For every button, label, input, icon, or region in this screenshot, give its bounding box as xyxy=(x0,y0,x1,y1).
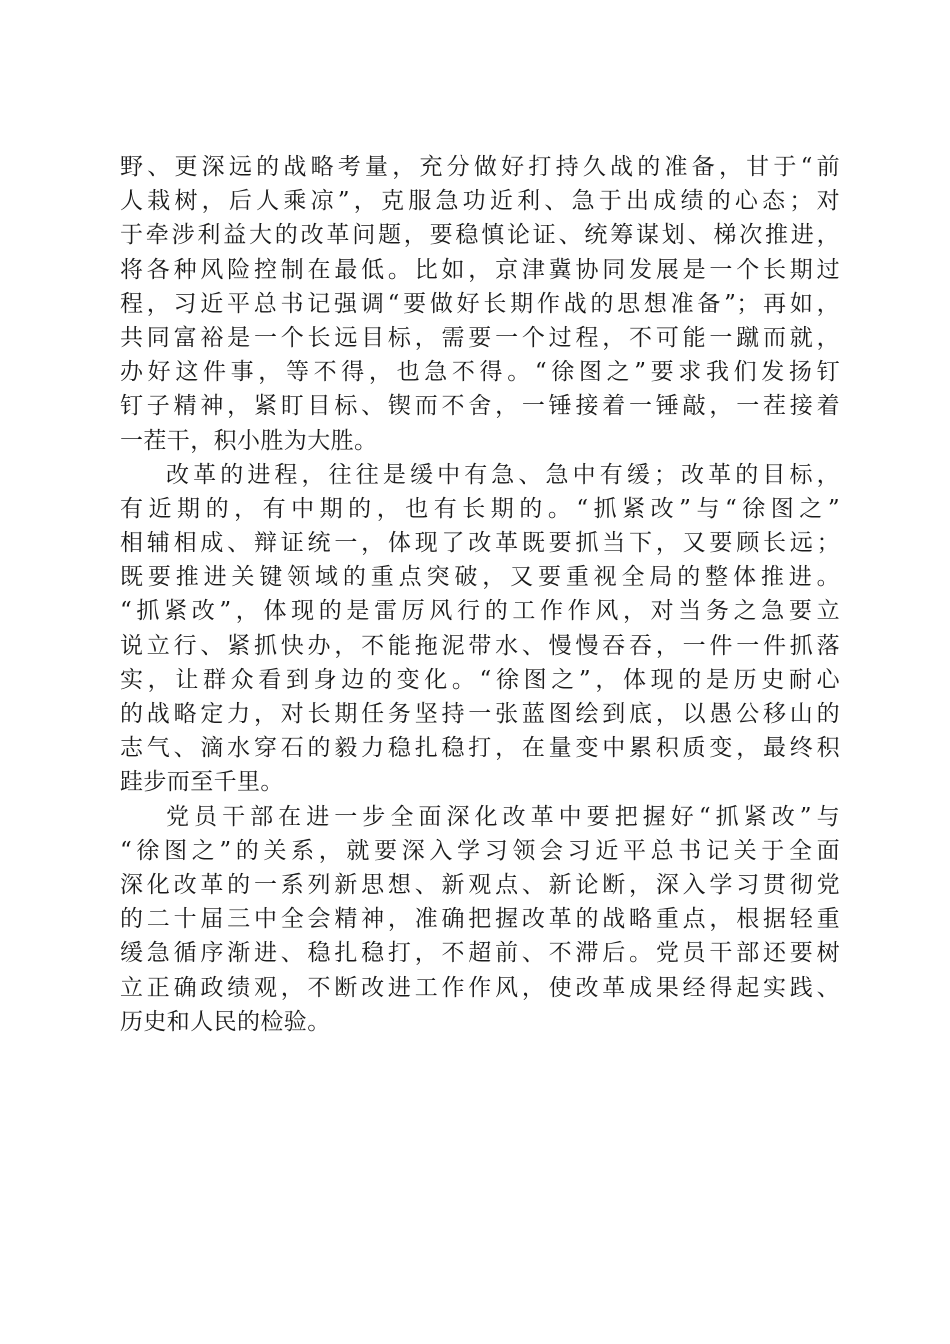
text-line: 历史和人民的检验。 xyxy=(120,1008,331,1035)
text-line: 钉子精神，紧盯目标、锲而不舍，一锤接着一锤敲，一茬接着 xyxy=(120,393,840,420)
text-line: 程，习近平总书记强调“要做好长期作战的思想准备”；再如， xyxy=(120,290,840,317)
text-line: 跬步而至千里。 xyxy=(120,769,284,796)
text-line: 缓急循序渐进、稳扎稳打，不超前、不滞后。党员干部还要树 xyxy=(120,940,840,967)
text-line: 办好这件事，等不得，也急不得。“徐图之”要求我们发扬钉 xyxy=(120,359,840,386)
text-line: 人栽树，后人乘凉”，克服急功近利、急于出成绩的心态；对 xyxy=(120,188,840,215)
text-line: 志气、滴水穿石的毅力稳扎稳打，在量变中累积质变，最终积 xyxy=(120,735,840,762)
text-line: 深化改革的一系列新思想、新观点、新论断，深入学习贯彻党 xyxy=(120,871,840,898)
text-line: 说立行、紧抓快办，不能拖泥带水、慢慢吞吞，一件一件抓落 xyxy=(120,632,840,659)
text-line: 有近期的，有中期的，也有长期的。“抓紧改”与“徐图之” xyxy=(120,495,840,522)
text-line: 野、更深远的战略考量，充分做好打持久战的准备，甘于“前 xyxy=(120,154,840,180)
text-line: 相辅相成、辩证统一，体现了改革既要抓当下，又要顾长远； xyxy=(120,530,840,557)
text-line: 将各种风险控制在最低。比如，京津冀协同发展是一个长期过 xyxy=(120,256,840,283)
text-line: 共同富裕是一个长远目标，需要一个过程，不可能一蹴而就， xyxy=(120,324,840,351)
text-line: 立正确政绩观，不断改进工作作风，使改革成果经得起实践、 xyxy=(120,974,840,1001)
text-line: “抓紧改”，体现的是雷厉风行的工作作风，对当务之急要立 xyxy=(120,598,840,625)
text-line: 改革的进程，往往是缓中有急、急中有缓；改革的目标， xyxy=(166,461,840,488)
paragraph-3 xyxy=(120,800,840,1039)
text-line: 实，让群众看到身边的变化。“徐图之”，体现的是历史耐心 xyxy=(120,666,840,693)
text-line: “徐图之”的关系，就要深入学习领会习近平总书记关于全面 xyxy=(120,837,840,864)
text-line: 党员干部在进一步全面深化改革中要把握好“抓紧改”与 xyxy=(166,803,840,830)
paragraph-2 xyxy=(120,458,840,800)
text-line: 既要推进关键领域的重点突破，又要重视全局的整体推进。 xyxy=(120,564,840,591)
paragraph-1 xyxy=(120,150,840,458)
text-line: 于牵涉利益大的改革问题，要稳慎论证、统筹谋划、梯次推进， xyxy=(120,222,840,249)
document-body xyxy=(120,150,840,1039)
text-line: 一茬干，积小胜为大胜。 xyxy=(120,427,378,454)
text-line: 的二十届三中全会精神，准确把握改革的战略重点，根据轻重 xyxy=(120,906,840,933)
text-line: 的战略定力，对长期任务坚持一张蓝图绘到底，以愚公移山的 xyxy=(120,701,840,727)
